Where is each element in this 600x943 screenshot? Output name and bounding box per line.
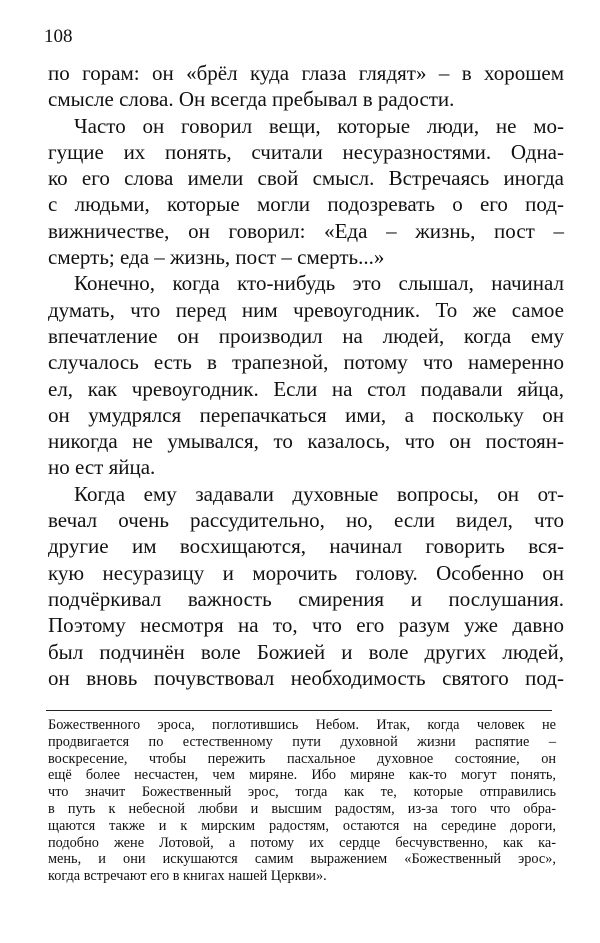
footnote-line: ещё более несчастен, чем миряне. Ибо миряне как-то могут понять, bbox=[48, 767, 556, 784]
footnote-line: щаются также и к мирским радостям, остаются на середине дороги, bbox=[48, 817, 556, 834]
body-line: ко его слова имели свой смысл. Встречаясь иногда bbox=[48, 166, 564, 191]
body-line: Часто он говорил вещи, которые люди, не мо- bbox=[74, 113, 564, 138]
body-line: с людьми, которые могли подозревать о его под- bbox=[48, 192, 564, 217]
footnote-line: подобно жене Лотовой, а потому их сердце бесчувственно, как ка- bbox=[48, 834, 556, 851]
body-line: вечал очень рассудительно, но, если видел, что bbox=[48, 508, 564, 533]
body-line: Поэтому несмотря на то, что его разум уже давно bbox=[48, 613, 564, 638]
body-line: ел, как чревоугодник. Если на стол подавали яйца, bbox=[48, 376, 564, 401]
footnote-line: продвигается по естественному пути духовной жизни распятие – bbox=[48, 733, 556, 750]
body-text bbox=[48, 60, 564, 691]
body-line: гущие их понять, считали несуразностями. Одна- bbox=[48, 139, 564, 164]
body-line: он вновь почувствовал необходимость святого под- bbox=[48, 665, 564, 690]
body-line: смысле слова. Он всегда пребывал в радости. bbox=[48, 87, 455, 112]
body-line: думать, что перед ним чревоугодник. То же самое bbox=[48, 297, 564, 322]
footnote-divider bbox=[46, 710, 552, 711]
body-line: смерть; еда – жизнь, пост – смерть...» bbox=[48, 245, 385, 270]
body-line: был подчинён воле Божией и воле других людей, bbox=[48, 639, 564, 664]
body-line: случалось есть в трапезной, потому что намеренно bbox=[48, 350, 564, 375]
footnote-line: воскресение, чтобы пережить пасхальное духовное состояние, он bbox=[48, 750, 556, 767]
footnote-line: в путь к небесной любви и высшим радостям, из-за того что обра- bbox=[48, 800, 556, 817]
footnote-line: когда встречают его в книгах нашей Церкви». bbox=[48, 868, 327, 885]
footnote bbox=[48, 717, 556, 885]
body-line: вижничестве, он говорил: «Еда – жизнь, пост – bbox=[48, 218, 564, 243]
body-line: но ест яйца. bbox=[48, 455, 156, 480]
body-line: впечатление он производил на людей, когда ему bbox=[48, 323, 564, 348]
body-line: он умудрялся перепачкаться ими, а поскольку он bbox=[48, 402, 564, 427]
footnote-line: что значит Божественный эрос, тогда как те, которые отправились bbox=[48, 784, 556, 801]
footnote-line: мень, и они искушаются самим выражением «Божественный эрос», bbox=[48, 851, 556, 868]
body-line: Конечно, когда кто-нибудь это слышал, начинал bbox=[74, 271, 564, 296]
footnote-line: Божественного эроса, поглотившись Небом. Итак, когда человек не bbox=[48, 717, 556, 733]
body-line: другие им восхищаются, начинал говорить вся- bbox=[48, 534, 564, 559]
body-line: по горам: он «брёл куда глаза глядят» – в хорошем bbox=[48, 61, 564, 85]
body-line: кую несуразицу и морочить голову. Особенно он bbox=[48, 560, 564, 585]
body-line: подчёркивал важность смирения и послушания. bbox=[48, 586, 564, 611]
page-number: 108 bbox=[44, 26, 73, 47]
body-line: Когда ему задавали духовные вопросы, он от- bbox=[74, 481, 564, 506]
body-line: никогда не умывался, то казалось, что он постоян- bbox=[48, 429, 564, 454]
